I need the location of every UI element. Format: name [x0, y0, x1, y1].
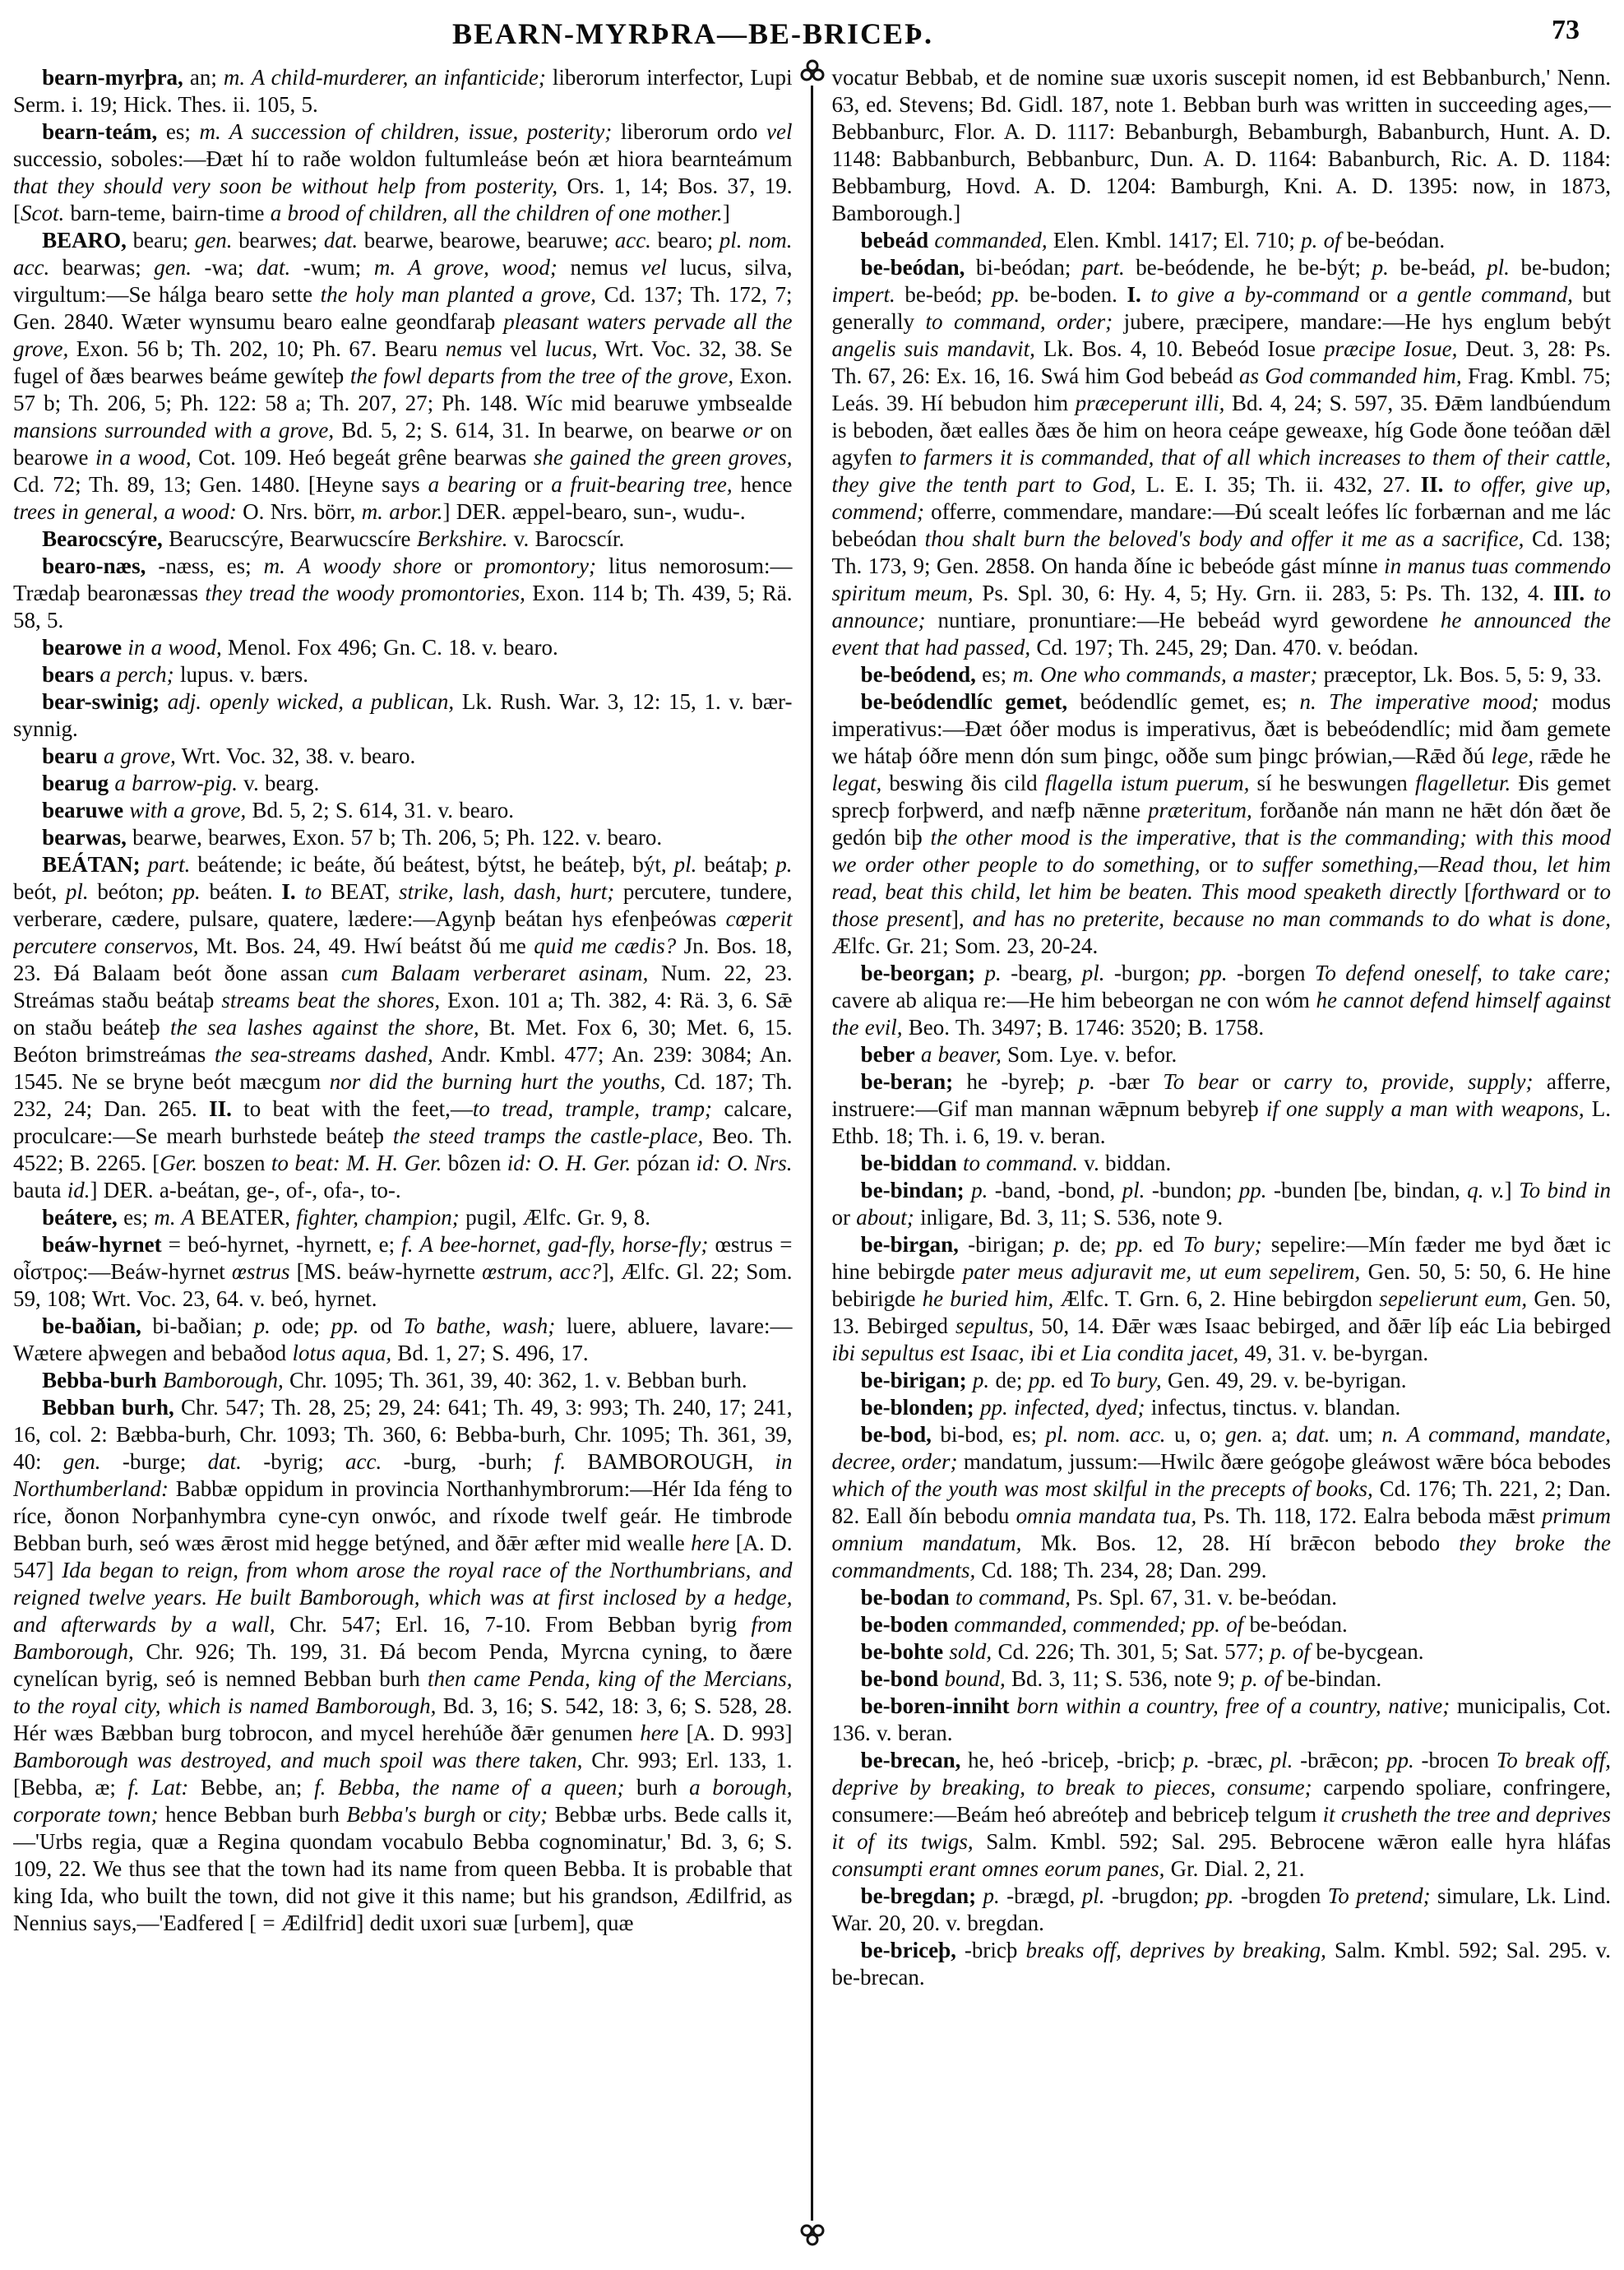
entry-headword: be-bond	[860, 1666, 939, 1691]
entry-headword: Bearocscýre,	[42, 526, 163, 551]
entry-headword: BEARO,	[42, 228, 127, 252]
dictionary-entry: be-brecan, he, heó -briceþ, -bricþ; p. -bræc, pl. -brǣcon; pp. -brocen To break off, deprive by breaking, to break to pieces, consume; carpendo spoliare, confringere, consumere:—Beám heó abreóteþ and bebriceþ telgum it crusheth the tree and deprives it of its twigs, Salm. Kmbl. 592; Sal. 295. Bebrocene wǣron ealle hyra hláfas consumpti erant omnes eorum panes, Gr. Dial. 2, 21.	[831, 1748, 1611, 1881]
dictionary-entry: be-briceþ, -bricþ breaks off, deprives by breaking, Salm. Kmbl. 592; Sal. 295. v. be-brecan.	[831, 1938, 1611, 1990]
entry-headword: bearowe	[42, 635, 123, 660]
dictionary-entry: be-beran; he -byreþ; p. -bær To bear or carry to, provide, supply; afferre, instruere:—Gif man mannan wǣpnum bebyreþ if one supply a man with weapons, L. Ethb. 18; Th. i. 6, 19. v. beran.	[831, 1069, 1611, 1148]
dictionary-entry: be-beorgan; p. -bearg, pl. -burgon; pp. -borgen To defend oneself, to take care; cavere ab aliqua re:—He him bebeorgan ne con wóm he cannot defend himself against the evil, Beo. Th. 3497; B. 1746: 3520; B. 1758.	[831, 961, 1611, 1040]
trefoil-ornament-icon	[798, 59, 826, 86]
dictionary-entry: Bebban burh, Chr. 547; Th. 28, 25; 29, 24: 641; Th. 49, 3: 993; Th. 240, 17; 241, 16, col. 2: Bæbba-burh, Chr. 1093; Th. 360, 6: Bebba-burh, Chr. 1095; Th. 361, 39, 40: gen. -burge; dat. -byrig; acc. -burg, -burh; f. BAMBOROUGH, in Northumberland: Babbæ oppidum in provincia Northanhymbrorum:—Hér Ida féng to ríce, ðonon Norþanhymbra cyne-cyn onwóc, and ríxode twelf geár. He timbrode Bebban burh, seó wæs ǣrost mid hegge betýned, and ðǣr æfter mid wealle here [A. D. 547] Ida began to reign, from whom arose the royal race of the Northumbrians, and reigned twelve years. He built Bamborough, which was at first inclosed by a hedge, and afterwards by a wall, Chr. 547; Erl. 16, 7-10. From Bebban byrig from Bamborough, Chr. 926; Th. 199, 31. Ðá becom Penda, Myrcna cyning, to ðære cynelícan byrig, seó is nemned Bebban burh then came Penda, king of the Mercians, to the royal city, which is named Bamborough, Bd. 3, 16; S. 542, 18: 3, 6; S. 528, 28. Hér wæs Bæbban burg tobrocon, and mycel herehúðe ðǣr genumen here [A. D. 993] Bamborough was destroyed, and much spoil was there taken, Chr. 993; Erl. 133, 1. [Bebba, æ; f. Lat: Bebbe, an; f. Bebba, the name of a queen; burh a borough, corporate town; hence Bebban burh Bebba's burgh or city; Bebbæ urbs. Bede calls it,—'Urbs regia, quæ a Regina quondam vocabulo Bebba cognominatur,' Bd. 3, 6; S. 109, 22. We thus see that the town had its name from queen Bebba. It is probable that king Ida, who built the town, did not give it this name; but his grandson, Ædilfrid, as Nennius says,—'Eadfered [ = Ædilfrid] dedit uxori suæ [urbem], quæ	[13, 1395, 793, 1935]
entry-headword: bearn-teám,	[42, 119, 158, 144]
entry-headword: be-bregdan;	[860, 1883, 977, 1908]
entry-headword: be-blonden;	[860, 1395, 974, 1420]
entry-headword: be-beorgan;	[860, 961, 976, 985]
dictionary-entry: be-beódendlíc gemet, beódendlíc gemet, es; n. The imperative mood; modus imperativus:—Ðæt óðer modus is imperativus, ðæt is bebeódendlíc; mid ðam gemete we hátaþ óðre menn dón sum þingc, oððe sum þingc þrówian,—Rǣd ðú lege, rǣde he legat, beswing ðis cild flagella istum puerum, sí he beswungen flagelletur. Ðis gemet sprecþ forþwerd, and næfþ nǣnne præteritum, forðanðe nán mann ne hǣt dón ðæt ðe gedón biþ the other mood is the imperative, that is the commanding; with this mood we order other people to do something, or to suffer something,—Read thou, let him read, beat this child, let him be beaten. This mood speaketh directly [forthward or to those present], and has no preterite, because no man commands to do what is done, Ælfc. Gr. 21; Som. 23, 20-24.	[831, 689, 1611, 958]
entry-headword: bearn-myrþra,	[42, 65, 183, 90]
dictionary-entry: bebeád commanded, Elen. Kmbl. 1417; El. 710; p. of be-beódan.	[860, 228, 1446, 252]
dictionary-entry: be-bodan to command, Ps. Spl. 67, 31. v. be-beódan.	[860, 1585, 1337, 1610]
column-rule	[811, 86, 813, 2221]
entry-headword: Bebba-burh	[42, 1368, 157, 1392]
entry-headword: be-bindan;	[860, 1178, 965, 1202]
entry-headword: be-beódan,	[860, 255, 965, 280]
dictionary-entry: be-bond bound, Bd. 3, 11; S. 536, note 9; p. of be-bindan.	[860, 1666, 1382, 1691]
dictionary-entry: beber a beaver, Som. Lye. v. befor.	[860, 1042, 1178, 1067]
dictionary-entry: beátere, es; m. A BEATER, fighter, champion; pugil, Ælfc. Gr. 9, 8.	[42, 1205, 650, 1230]
entry-headword: be-birigan;	[860, 1368, 967, 1392]
entry-headword: bearwas,	[42, 825, 127, 850]
entry-headword: BEÁTAN;	[42, 852, 141, 877]
entry-headword: be-beódend,	[860, 662, 976, 687]
entry-headword: be-bohte	[860, 1639, 944, 1664]
column-divider	[796, 59, 829, 2247]
entry-headword: bearu	[42, 744, 98, 768]
dictionary-entry: Bearocscýre, Bearucscýre, Bearwucscíre Berkshire. v. Barocscír.	[42, 526, 625, 551]
dictionary-entry: bearuwe with a grove, Bd. 5, 2; S. 614, 31. v. bearo.	[42, 798, 515, 822]
dictionary-entry: BEÁTAN; part. beátende; ic beáte, ðú beátest, býtst, he beáteþ, být, pl. beátaþ; p. beót, pl. beóton; pp. beáten. I. to BEAT, strike, lash, dash, hurt; percutere, tundere, verberare, cædere, pulsare, quatere, lædere:—Agynþ beátan hys efenþeówas cœperit percutere conservos, Mt. Bos. 24, 49. Hwí beátst ðú me quid me cædis? Jn. Bos. 18, 23. Ðá Balaam beót ðone assan cum Balaam verberaret asinam, Num. 22, 23. Streámas staðu beátaþ streams beat the shores, Exon. 101 a; Th. 382, 4: Rä. 3, 6. Sǣ on staðu beáteþ the sea lashes against the shore, Bt. Met. Fox 6, 30; Met. 6, 15. Beóton brimstreámas the sea-streams dashed, Andr. Kmbl. 477; An. 239: 3084; An. 1545. Ne se bryne beót mæcgum nor did the burning hurt the youths, Cd. 187; Th. 232, 24; Dan. 265. II. to beat with the feet,—to tread, trample, tramp; calcare, proculcare:—Se mearh burhstede beáteþ the steed tramps the castle-place, Beo. Th. 4522; B. 2265. [Ger. boszen to beat: M. H. Ger. bôzen id: O. H. Ger. pózan id: O. Nrs. bauta id.] DER. a-beátan, ge-, of-, ofa-, to-.	[13, 852, 793, 1202]
page-number: 73	[1552, 15, 1580, 45]
dictionary-entry: beáw-hyrnet = beó-hyrnet, -hyrnett, e; f. A bee-hornet, gad-fly, horse-fly; œstrus = οἶστρος:—Beáw-hyrnet œstrus [MS. beáw-hyrnette œstrum, acc?], Ælfc. Gl. 22; Som. 59, 108; Wrt. Voc. 23, 64. v. beó, hyrnet.	[13, 1232, 793, 1311]
entry-headword: beátere,	[42, 1205, 118, 1230]
dictionary-entry: be-biddan to command. v. biddan.	[860, 1151, 1172, 1175]
entry-headword: be-bodan	[860, 1585, 950, 1610]
dictionary-entry: bears a perch; lupus. v. bærs.	[42, 662, 309, 687]
dictionary-entry: Bebba-burh Bamborough, Chr. 1095; Th. 361, 39, 40: 362, 1. v. Bebban burh.	[42, 1368, 747, 1392]
entry-headword: be-beódendlíc gemet,	[860, 689, 1068, 714]
dictionary-entry: be-boden commanded, commended; pp. of be-beódan.	[860, 1612, 1348, 1637]
entry-headword: be-boren-inniht	[860, 1693, 1010, 1718]
dictionary-entry: bearo-næs, -næss, es; m. A woody shore or promontory; litus nemorosum:—Trædaþ bearonæssas they tread the woody promontories, Exon. 114 b; Th. 439, 5; Rä. 58, 5.	[13, 554, 793, 632]
dictionary-entry: be-beódend, es; m. One who commands, a master; præceptor, Lk. Bos. 5, 5: 9, 33.	[860, 662, 1602, 687]
dictionary-entry: bear-swinig; adj. openly wicked, a publican, Lk. Rush. War. 3, 12: 15, 1. v. bær-synnig.	[13, 689, 793, 741]
entry-headword: Bebban burh,	[42, 1395, 174, 1420]
dictionary-entry: be-bod, bi-bod, es; pl. nom. acc. u, o; gen. a; dat. um; n. A command, mandate, decree, order; mandatum, jussum:—Hwilc ðære geógoþe gleáwost wǣre bóca bebodes which of the youth was most skilful in the precepts of books, Cd. 176; Th. 221, 2; Dan. 82. Eall ðín bebodu omnia mandata tua, Ps. Th. 118, 172. Ealra beboda mǣst primum omnium mandatum, Mk. Bos. 12, 28. Hí brǣcon bebodo they broke the commandments, Cd. 188; Th. 234, 28; Dan. 299.	[831, 1422, 1611, 1582]
dictionary-entry: be-birgan, -birigan; p. de; pp. ed To bury; sepelire:—Mín fæder me byd ðæt ic hine bebirgde pater meus adjuravit me, ut eum sepelirem, Gen. 50, 5: 50, 6. He hine bebirigde he buried him, Ælfc. T. Grn. 6, 2. Hine bebirgdon sepelierunt eum, Gen. 50, 13. Bebirged sepultus, 50, 14. Ðǣr wæs Isaac bebirged, and ðǣr líþ eác Lia bebirged ibi sepultus est Isaac, ibi et Lia condita jacet, 49, 31. v. be-byrgan.	[831, 1232, 1611, 1365]
running-head	[13, 12, 1611, 59]
entry-headword: beber	[860, 1042, 915, 1067]
entry-headword: bear-swinig;	[42, 689, 160, 714]
entry-headword: be-brecan,	[860, 1748, 961, 1772]
dictionary-entry: be-beódan, bi-beódan; part. be-beódende, he be-být; p. be-beád, pl. be-budon; impert. be-beód; pp. be-boden. I. to give a by-command or a gentle command, but generally to command, order; jubere, præcipere, mandare:—He hys englum bebýt angelis suis mandavit, Lk. Bos. 4, 10. Bebeód Iosue præcipe Iosue, Deut. 3, 28: Ps. Th. 67, 26: Ex. 16, 16. Swá him God bebeád as God commanded him, Frag. Kmbl. 75; Leás. 39. Hí bebudon him præceperunt illi, Bd. 4, 24; S. 597, 35. Ðǣm landbúendum is beboden, ðæt ealles ðæs ðe him on heora ceápe geweaxe, híg Gode ðone teóðan dǣl agyfen to farmers it is commanded, that of all which increases to them of their cattle, they give the tenth part to God, L. E. I. 35; Th. ii. 432, 27. II. to offer, give up, commend; offerre, commendare, mandare:—Ðú scealt leófes líc forbærnan and me lác bebeódan thou shalt burn the beloved's body and offer it me as a sacrifice, Cd. 138; Th. 173, 9; Gen. 2858. On handa ðíne ic bebeóde gást mínne in manus tuas commendo spiritum meum, Ps. Spl. 30, 6: Hy. 4, 5; Hy. Grn. ii. 283, 5: Ps. Th. 132, 4. III. to announce; nuntiare, pronuntiare:—He bebeád wyrd gewordene he announced the event that had passed, Cd. 197; Th. 245, 29; Dan. 470. v. beódan.	[831, 255, 1611, 660]
page-title: BEARN-MYRÞRA—BE-BRICEÞ.	[452, 17, 933, 50]
dictionary-entry: be-boren-inniht born within a country, free of a country, native; municipalis, Cot. 136. v. beran.	[831, 1693, 1611, 1745]
text-columns	[13, 59, 1611, 2247]
entry-headword: be-biddan	[860, 1151, 957, 1175]
dictionary-entry: be-bindan; p. -band, -bond, pl. -bundon; pp. -bunden [be, bindan, q. v.] To bind in or about; inligare, Bd. 3, 11; S. 536, note 9.	[831, 1178, 1611, 1230]
entry-headword: bearuwe	[42, 798, 124, 822]
dictionary-entry: be-birigan; p. de; pp. ed To bury, Gen. 49, 29. v. be-byrigan.	[860, 1368, 1407, 1392]
entry-headword: bearo-næs,	[42, 554, 146, 578]
entry-headword: be-bod,	[860, 1422, 932, 1447]
dictionary-entry: be-bohte sold, Cd. 226; Th. 301, 5; Sat. 577; p. of be-bycgean.	[860, 1639, 1424, 1664]
entry-headword: be-briceþ,	[860, 1938, 956, 1962]
entry-headword: be-beran;	[860, 1069, 954, 1094]
dictionary-entry: bearu a grove, Wrt. Voc. 32, 38. v. bearo.	[42, 744, 416, 768]
dictionary-entry: be-baðian, bi-baðian; p. ode; pp. od To bathe, wash; luere, abluere, lavare:—Wætere aþwegen and bebaðod lotus aqua, Bd. 1, 27; S. 496, 17.	[13, 1313, 793, 1365]
entry-headword: be-boden	[860, 1612, 949, 1637]
entry-headword: bears	[42, 662, 95, 687]
dictionary-entry: bearn-myrþra, an; m. A child-murderer, an infanticide; liberorum interfector, Lupi Serm. i. 19; Hick. Thes. ii. 105, 5.	[13, 65, 793, 117]
dictionary-entry: bearn-teám, es; m. A succession of children, issue, posterity; liberorum ordo vel successio, soboles:—Ðæt hí to raðe woldon fultumleáse beón æt hiora bearnteámum that they should very soon be without help from posterity, Ors. 1, 14; Bos. 37, 19. [Scot. barn-teme, bairn-time a brood of children, all the children of one mother.]	[13, 119, 793, 225]
trefoil-ornament-inverted-icon	[798, 2221, 826, 2247]
dictionary-entry: bearwas, bearwe, bearwes, Exon. 57 b; Th. 206, 5; Ph. 122. v. bearo.	[42, 825, 663, 850]
dictionary-entry: BEARO, bearu; gen. bearwes; dat. bearwe, bearowe, bearuwe; acc. bearo; pl. nom. acc. bearwas; gen. -wa; dat. -wum; m. A grove, wood; nemus vel lucus, silva, virgultum:—Se hálga bearo sette the holy man planted a grove, Cd. 137; Th. 172, 7; Gen. 2840. Wæter wynsumu bearo ealne geondfaraþ pleasant waters pervade all the grove, Exon. 56 b; Th. 202, 10; Ph. 67. Bearu nemus vel lucus, Wrt. Voc. 32, 38. Se fugel of ðæs bearwes beáme gewíteþ the fowl departs from the tree of the grove, Exon. 57 b; Th. 206, 5; Ph. 122: 58 a; Th. 207, 27; Ph. 148. Wíc mid bearuwe ymbsealde mansions surrounded with a grove, Bd. 5, 2; S. 614, 31. In bearwe, on bearwe or on bearowe in a wood, Cot. 109. Heó begeát grêne bearwas she gained the green groves, Cd. 72; Th. 89, 13; Gen. 1480. [Heyne says a bearing or a fruit-bearing tree, hence trees in general, a wood: O. Nrs. börr, m. arbor.] DER. æppel-bearo, sun-, wudu-.	[13, 228, 793, 524]
dictionary-entry: be-blonden; pp. infected, dyed; infectus, tinctus. v. blandan.	[860, 1395, 1401, 1420]
dictionary-entry: be-bregdan; p. -brægd, pl. -brugdon; pp. -brogden To pretend; simulare, Lk. Lind. War. 20, 20. v. bregdan.	[831, 1883, 1611, 1935]
entry-headword: be-birgan,	[860, 1232, 959, 1257]
dictionary-entry: bearowe in a wood, Menol. Fox 496; Gn. C. 18. v. bearo.	[42, 635, 558, 660]
entry-headword: bearug	[42, 771, 109, 795]
entry-headword: be-baðian,	[42, 1313, 141, 1338]
right-column	[829, 59, 1612, 2247]
left-column	[13, 59, 796, 2247]
entry-headword: beáw-hyrnet	[42, 1232, 162, 1257]
entry-headword: bebeád	[860, 228, 929, 252]
entry-continuation: vocatur Bebbab, et de nomine suæ uxoris suscepit nomen, id est Bebbanburch,' Nenn. 63, ed. Stevens; Bd. Gidl. 187, note 1. Bebban burh was written in succeeding ages,—Bebbanburc, Flor. A. D. 1117: Bebanburgh, Bebamburgh, Babanburch, Hunt. A. D. 1148: Babbanburch, Bebbanburc, Dun. A. D. 1164: Babanburch, Ric. A. D. 1184: Bebbamburg, Hovd. A. D. 1204: Bamburgh, Kni. A. D. 1395: now, in 1873, Bamborough.]	[831, 65, 1611, 225]
dictionary-entry: bearug a barrow-pig. v. bearg.	[42, 771, 320, 795]
